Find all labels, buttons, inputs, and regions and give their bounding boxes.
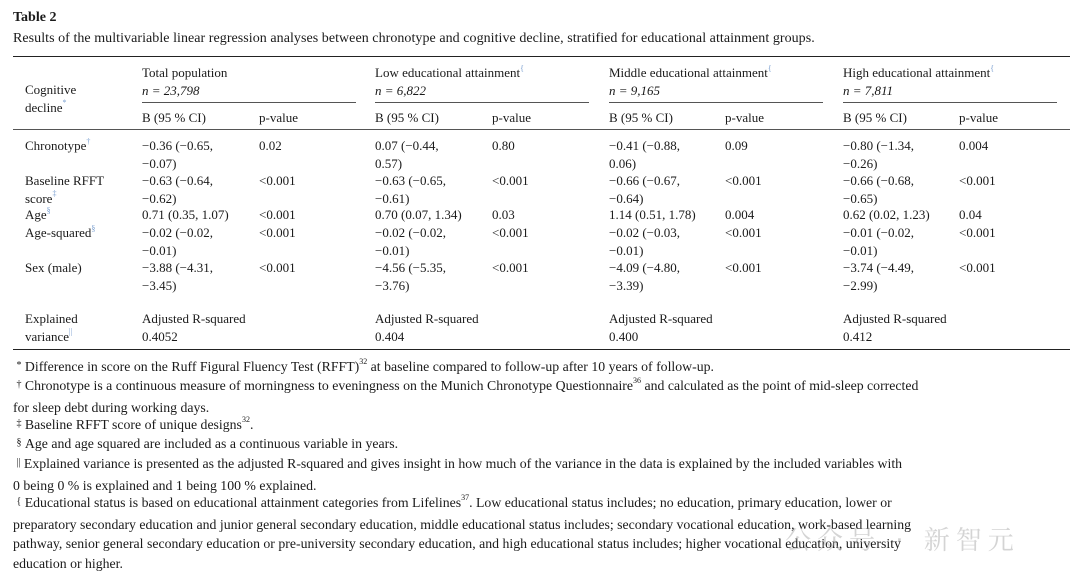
estimate-cell: −3.88 (−4.31, −3.45) bbox=[142, 260, 213, 293]
p-value-cell: <0.001 bbox=[725, 173, 762, 188]
estimate-cell: −0.80 (−1.34, −0.26) bbox=[843, 138, 914, 171]
row-label-explained: Explained variance|| bbox=[25, 311, 78, 344]
header-bottom-rule bbox=[13, 129, 1070, 130]
table-top-rule bbox=[13, 56, 1070, 57]
p-value-cell: 0.02 bbox=[259, 138, 282, 153]
row-label: Age-squared§ bbox=[25, 223, 96, 240]
group-rule-high bbox=[843, 102, 1057, 103]
explained-cell-low: Adjusted R-squared 0.404 bbox=[375, 311, 479, 344]
p-value-cell: <0.001 bbox=[492, 173, 529, 188]
table-bottom-rule bbox=[13, 349, 1070, 350]
estimate-cell: 0.70 (0.07, 1.34) bbox=[375, 207, 462, 222]
p-value-cell: <0.001 bbox=[492, 260, 529, 275]
explained-cell-middle: Adjusted R-squared 0.400 bbox=[609, 311, 713, 344]
footnote-section: § Age and age squared are included as a continuous variable in years. bbox=[16, 436, 399, 451]
group-header-high: High educational attainment{ n = 7,811 bbox=[843, 63, 995, 98]
p-value-cell: <0.001 bbox=[725, 260, 762, 275]
explained-cell-total: Adjusted R-squared 0.4052 bbox=[142, 311, 246, 344]
p-value-cell: 0.004 bbox=[725, 207, 755, 222]
subheader-p: p-value bbox=[725, 110, 764, 125]
p-value-cell: <0.001 bbox=[259, 207, 296, 222]
estimate-cell: 1.14 (0.51, 1.78) bbox=[609, 207, 696, 222]
estimate-cell: −0.66 (−0.68, −0.65) bbox=[843, 173, 914, 206]
watermark-text: 公众号 · 新智元 bbox=[785, 526, 1020, 556]
table-caption: Results of the multivariable linear regression analyses between chronotype and cognitive decline, stratified for educational attainment groups. bbox=[13, 31, 815, 46]
p-value-cell: 0.004 bbox=[959, 138, 989, 153]
group-header-middle: Middle educational attainment{ n = 9,165 bbox=[609, 63, 772, 98]
estimate-cell: −0.63 (−0.65, −0.61) bbox=[375, 173, 446, 206]
group-rule-middle bbox=[609, 102, 823, 103]
subheader-p: p-value bbox=[959, 110, 998, 125]
row-label: Baseline RFFT score‡ bbox=[25, 173, 105, 206]
footnote-asterisk: * Difference in score on the Ruff Figural Fluency Test (RFFT)$^{32}$ at baseline compared to follow-up after 10 years of follow-up. bbox=[16, 357, 714, 374]
footnote-dagger: † Chronotype is a continuous measure of morningness to eveningness on the Munich Chronotype Questionnaire$^{36}$ and calculated as the point of mid-sleep corrected for sleep debt during working days. bbox=[13, 376, 919, 415]
p-value-cell: 0.03 bbox=[492, 207, 515, 222]
row-label: Age§ bbox=[25, 205, 51, 222]
footnote-parallel: || Explained variance is presented as the adjusted R-squared and gives insight in how much of the variance in the data is explained by the included variables with 0 being 0 % is explained and 1 being 100 % explained. bbox=[13, 456, 903, 493]
group-rule-low bbox=[375, 102, 589, 103]
group-rule-total bbox=[142, 102, 356, 103]
group-header-low: Low educational attainment{ n = 6,822 bbox=[375, 63, 524, 98]
p-value-cell: <0.001 bbox=[959, 173, 996, 188]
row-label: Chronotype† bbox=[25, 136, 91, 153]
p-value-cell: <0.001 bbox=[492, 225, 529, 240]
estimate-cell: 0.07 (−0.44, 0.57) bbox=[375, 138, 439, 171]
p-value-cell: 0.80 bbox=[492, 138, 515, 153]
estimate-cell: −0.02 (−0.02, −0.01) bbox=[375, 225, 446, 258]
subheader-b: B (95 % CI) bbox=[609, 110, 673, 125]
estimate-cell: −0.01 (−0.02, −0.01) bbox=[843, 225, 914, 258]
explained-cell-high: Adjusted R-squared 0.412 bbox=[843, 311, 947, 344]
row-header-label: Cognitive decline* bbox=[25, 82, 77, 115]
estimate-cell: −0.41 (−0.88, 0.06) bbox=[609, 138, 680, 171]
p-value-cell: <0.001 bbox=[259, 260, 296, 275]
estimate-cell: −0.66 (−0.67, −0.64) bbox=[609, 173, 680, 206]
estimate-cell: −4.09 (−4.80, −3.39) bbox=[609, 260, 680, 293]
p-value-cell: 0.09 bbox=[725, 138, 748, 153]
p-value-cell: 0.04 bbox=[959, 207, 982, 222]
p-value-cell: <0.001 bbox=[725, 225, 762, 240]
footnote-double-dagger: ‡ Baseline RFFT score of unique designs$^{32}$. bbox=[16, 415, 254, 432]
p-value-cell: <0.001 bbox=[259, 225, 296, 240]
subheader-b: B (95 % CI) bbox=[375, 110, 439, 125]
estimate-cell: 0.62 (0.02, 1.23) bbox=[843, 207, 930, 222]
p-value-cell: <0.001 bbox=[959, 225, 996, 240]
estimate-cell: −0.36 (−0.65, −0.07) bbox=[142, 138, 213, 171]
subheader-b: B (95 % CI) bbox=[843, 110, 907, 125]
estimate-cell: −3.74 (−4.49, −2.99) bbox=[843, 260, 914, 293]
group-header-total: Total population n = 23,798 bbox=[142, 65, 228, 98]
subheader-p: p-value bbox=[492, 110, 531, 125]
subheader-p: p-value bbox=[259, 110, 298, 125]
p-value-cell: <0.001 bbox=[259, 173, 296, 188]
table-title: Table 2 bbox=[13, 10, 57, 25]
p-value-cell: <0.001 bbox=[959, 260, 996, 275]
subheader-b: B (95 % CI) bbox=[142, 110, 206, 125]
estimate-cell: 0.71 (0.35, 1.07) bbox=[142, 207, 229, 222]
row-label: Sex (male) bbox=[25, 260, 82, 275]
estimate-cell: −0.02 (−0.02, −0.01) bbox=[142, 225, 213, 258]
estimate-cell: −0.02 (−0.03, −0.01) bbox=[609, 225, 680, 258]
estimate-cell: −4.56 (−5.35, −3.76) bbox=[375, 260, 446, 293]
footnote-education: { Educational status is based on educational attainment categories from Lifelines$^{37}$. Low educational status includes; no education, primary education, lower or preparatory secondary education and junior general secondary education, middle educational status includes; secondary vocational education, work-based learning pathway, senior general secondary education or pre-university secondary education, and high educational status includes; higher vocational education, university education or higher. bbox=[13, 493, 911, 571]
estimate-cell: −0.63 (−0.64, −0.62) bbox=[142, 173, 213, 206]
